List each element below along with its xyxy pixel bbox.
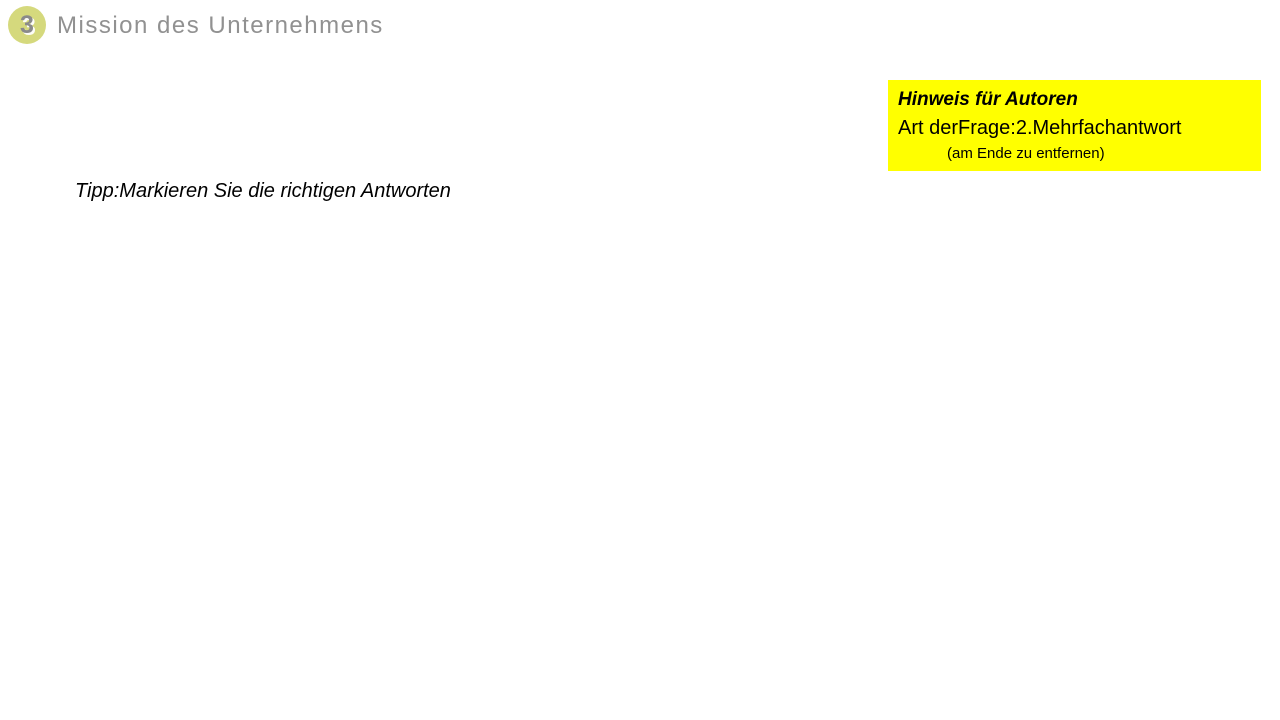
slide-title: Mission des Unternehmens [57,12,384,39]
author-note-box [888,80,1261,171]
slide-number-badge [8,6,46,44]
author-note-remove-hint: (am Ende zu entfernen) [947,145,1105,162]
tip-text: Tipp:Markieren Sie die richtigen Antworten [75,180,451,202]
slide-number: 3 [20,10,34,39]
author-note-heading: Hinweis für Autoren [898,89,1078,110]
author-note-question-type: Art derFrage:2.Mehrfachantwort [898,117,1182,139]
